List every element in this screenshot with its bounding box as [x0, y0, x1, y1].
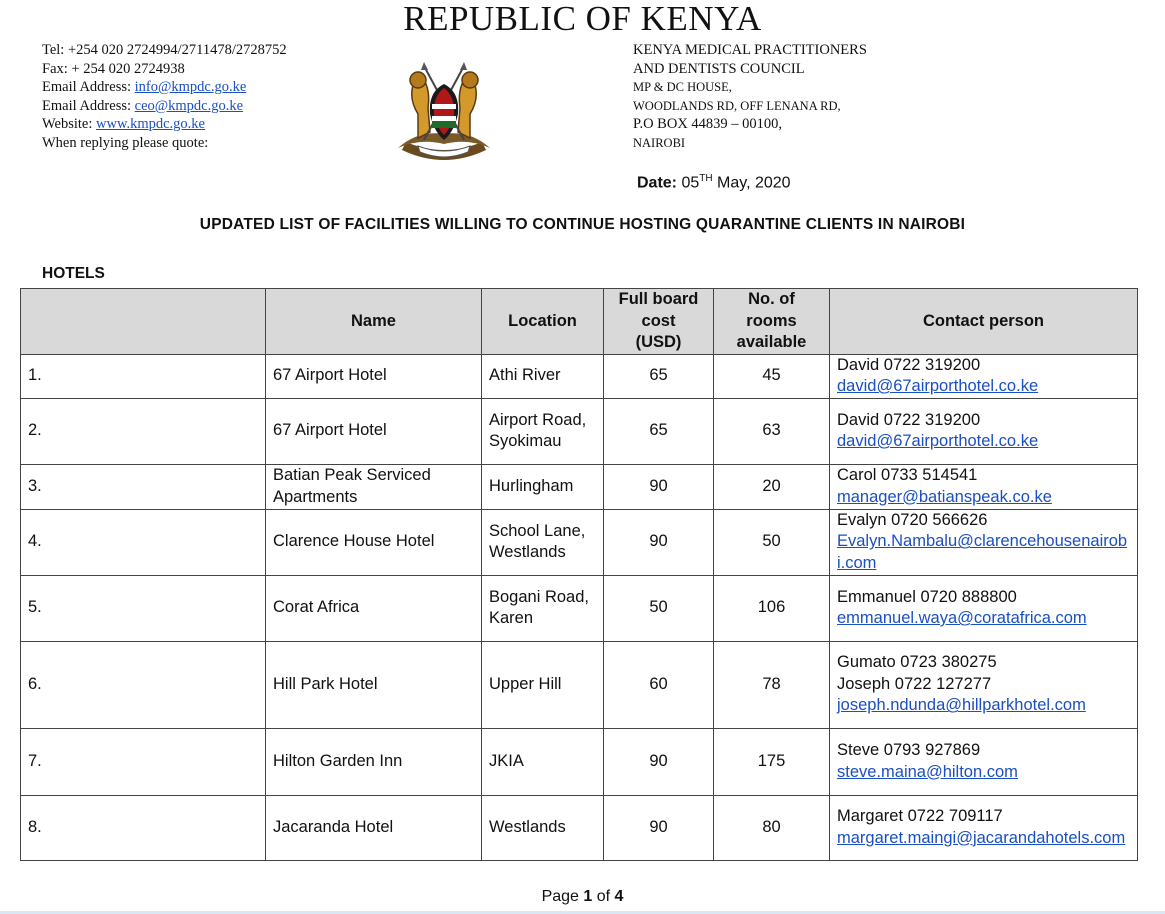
header-number [21, 289, 266, 355]
date-rest: May, 2020 [712, 174, 791, 192]
cell-contact [830, 509, 1138, 575]
reply-quote-line: When replying please quote: [42, 134, 209, 151]
date-suffix: TH [699, 173, 713, 184]
cell-location: Airport Road, Syokimau [482, 398, 604, 464]
header-cost [604, 289, 714, 355]
table-row [21, 795, 1138, 860]
cell-rooms: 78 [714, 641, 830, 728]
page-of: of [592, 888, 615, 905]
cell-contact [830, 728, 1138, 795]
cell-rooms: 63 [714, 398, 830, 464]
cell-rooms: 106 [714, 575, 830, 641]
cell-name: Hill Park Hotel [266, 641, 482, 728]
contact-line: Joseph 0722 127277 [837, 674, 992, 693]
fax-line: Fax: + 254 020 2724938 [42, 60, 185, 77]
header-contact: Contact person [830, 289, 1138, 355]
address-line-2: WOODLANDS RD, OFF LENANA RD, [633, 98, 841, 113]
contact-line: Carol 0733 514541 [837, 466, 978, 484]
page-number: 1 [583, 888, 593, 905]
website-link[interactable]: www.kmpdc.go.ke [96, 116, 205, 132]
cell-location: School Lane, Westlands [482, 509, 604, 575]
sender-contact-block [42, 41, 287, 152]
website-line [42, 115, 287, 134]
website-label: Website: [42, 116, 96, 132]
cell-cost: 65 [604, 398, 714, 464]
contact-email-link[interactable]: joseph.ndunda@hillparkhotel.com [837, 696, 1086, 715]
cell-contact [830, 575, 1138, 641]
document-heading: UPDATED LIST OF FACILITIES WILLING TO CONTINUE HOSTING QUARANTINE CLIENTS IN NAIROBI [199, 216, 966, 233]
cell-cost: 90 [604, 509, 714, 575]
cell-contact [830, 641, 1138, 728]
telephone-line: Tel: +254 020 2724994/2711478/2728752 [42, 42, 287, 58]
date-day: 05 [681, 174, 700, 192]
contact-line: Margaret 0722 709117 [837, 807, 1003, 825]
contact-line: Emmanuel 0720 888800 [837, 587, 1017, 606]
cell-contact [830, 464, 1138, 509]
email-label: Email Address: [42, 79, 135, 95]
cell-rooms: 80 [714, 795, 830, 860]
contact-email-link[interactable]: Evalyn.Nambalu@clarencehousenairobi.com [837, 532, 1128, 572]
table-row [21, 354, 1138, 398]
cell-cost: 90 [604, 464, 714, 509]
council-name-line-1: KENYA MEDICAL PRACTITIONERS [633, 42, 867, 58]
page-total: 4 [614, 888, 624, 905]
header-rooms-line: available [736, 333, 807, 351]
cell-location: Bogani Road, Karen [482, 575, 604, 641]
cell-rooms: 45 [714, 354, 830, 398]
cell-name: Jacaranda Hotel [266, 795, 482, 860]
cell-number: 5. [21, 575, 266, 641]
cell-location: Upper Hill [482, 641, 604, 728]
header-name: Name [266, 289, 482, 355]
cell-rooms: 50 [714, 509, 830, 575]
email-line-1 [42, 78, 287, 97]
cell-location: Hurlingham [482, 464, 604, 509]
address-line-4: NAIROBI [633, 135, 686, 150]
cell-number: 1. [21, 354, 266, 398]
cell-number: 6. [21, 641, 266, 728]
contact-line: Steve 0793 927869 [837, 741, 981, 759]
letter-date [637, 173, 791, 192]
cell-cost: 90 [604, 728, 714, 795]
email-link-ceo[interactable]: ceo@kmpdc.go.ke [134, 97, 244, 114]
cell-rooms: 175 [714, 728, 830, 795]
header-cost-line: Full board [618, 290, 699, 308]
address-line-3: P.O BOX 44839 – 00100, [633, 116, 783, 132]
cell-name: Hilton Garden Inn [266, 728, 482, 795]
cell-rooms: 20 [714, 464, 830, 509]
table-row [21, 575, 1138, 641]
header-cost-line: (USD) [635, 333, 682, 351]
email-link-info[interactable]: info@kmpdc.go.ke [134, 79, 247, 95]
cell-number: 7. [21, 728, 266, 795]
cell-location: Athi River [482, 354, 604, 398]
page-footer [0, 888, 1165, 906]
contact-email-link[interactable]: manager@batianspeak.co.ke [837, 487, 1052, 506]
cell-contact [830, 795, 1138, 860]
cell-cost: 60 [604, 641, 714, 728]
cell-number: 4. [21, 509, 266, 575]
cell-number: 3. [21, 464, 266, 509]
table-row [21, 641, 1138, 728]
cell-number: 2. [21, 398, 266, 464]
cell-cost: 50 [604, 575, 714, 641]
cell-name: 67 Airport Hotel [266, 354, 482, 398]
cell-cost: 90 [604, 795, 714, 860]
cell-contact [830, 354, 1138, 398]
cell-contact [830, 398, 1138, 464]
cell-cost: 65 [604, 354, 714, 398]
contact-email-link[interactable]: david@67airporthotel.co.ke [837, 432, 1039, 450]
contact-line: David 0722 319200 [837, 355, 981, 374]
page-prefix: Page [541, 888, 584, 905]
cell-name: Corat Africa [266, 575, 482, 641]
cell-location: Westlands [482, 795, 604, 860]
cell-name: Batian Peak Serviced Apartments [266, 464, 482, 509]
header-rooms [714, 289, 830, 355]
facilities-table [20, 288, 1138, 861]
cell-name: Clarence House Hotel [266, 509, 482, 575]
contact-email-link[interactable]: steve.maina@hilton.com [837, 762, 1018, 781]
header-rooms-line: rooms [746, 311, 797, 330]
address-line-1: MP & DC HOUSE, [633, 80, 732, 94]
table-row [21, 398, 1138, 464]
council-name-line-2: AND DENTISTS COUNCIL [633, 60, 805, 77]
contact-line: Gumato 0723 380275 [837, 653, 997, 672]
section-label-hotels: HOTELS [42, 265, 105, 282]
contact-line: Evalyn 0720 566626 [837, 510, 988, 529]
email-line-2 [42, 97, 287, 116]
council-address-block [633, 41, 867, 152]
table-row [21, 728, 1138, 795]
header-cost-line: cost [641, 311, 676, 330]
date-label: Date: [637, 174, 678, 192]
cell-location: JKIA [482, 728, 604, 795]
header-rooms-line: No. of [748, 290, 795, 308]
table-header-row [21, 289, 1138, 355]
table-row [21, 464, 1138, 509]
contact-email-link[interactable]: margaret.maingi@jacarandahotels.com [837, 828, 1126, 847]
contact-email-link[interactable]: emmanuel.waya@coratafrica.com [837, 609, 1087, 627]
cell-name: 67 Airport Hotel [266, 398, 482, 464]
table-row [21, 509, 1138, 575]
document-title: REPUBLIC OF KENYA [403, 0, 762, 38]
contact-email-link[interactable]: david@67airporthotel.co.ke [837, 377, 1039, 395]
contact-line: David 0722 319200 [837, 410, 981, 429]
header-location: Location [482, 289, 604, 355]
cell-number: 8. [21, 795, 266, 860]
kenya-coat-of-arms-emblem [388, 58, 500, 162]
email-label: Email Address: [42, 97, 135, 114]
